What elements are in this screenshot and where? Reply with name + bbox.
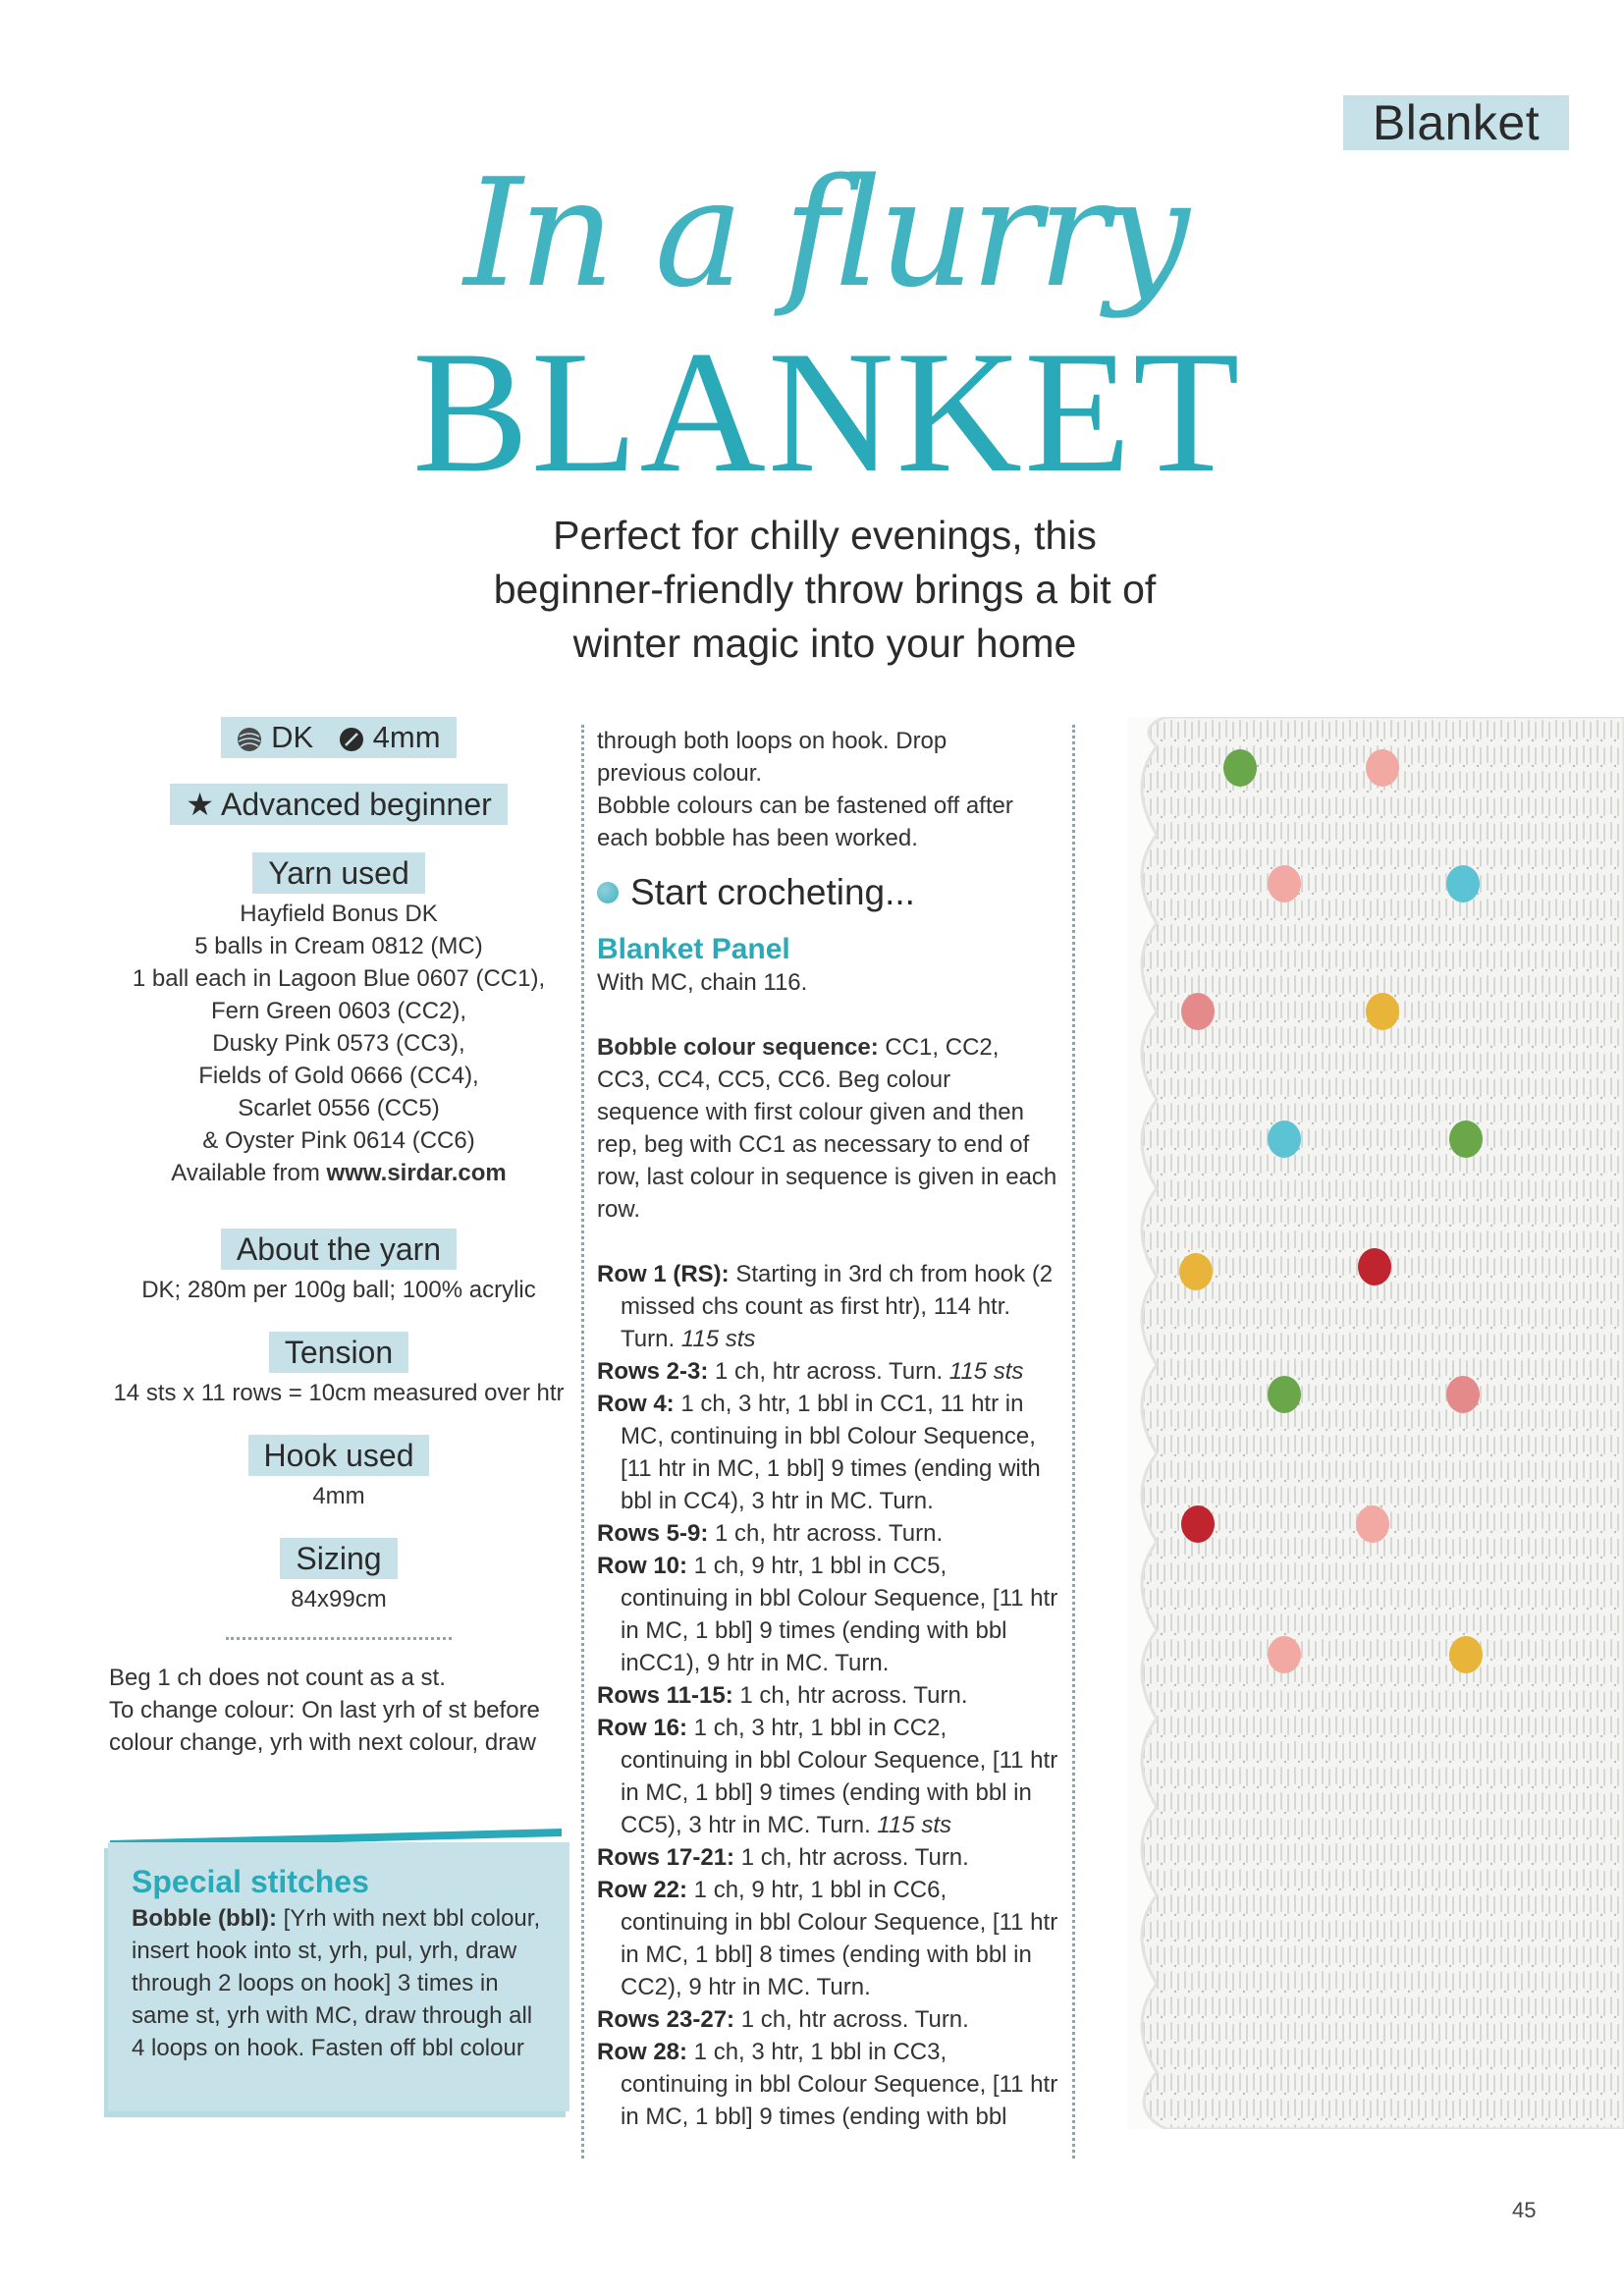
row-text: 1 ch, htr across. Turn.: [734, 2006, 969, 2033]
panel-intro: With MC, chain 116.: [597, 969, 808, 996]
row-text: 1 ch, htr across. Turn.: [732, 1682, 968, 1709]
pattern-row: [597, 1355, 1058, 1388]
info-column: [103, 717, 574, 1759]
hook-used-text: 4mm: [312, 1483, 365, 1509]
pattern-row: [597, 1388, 1058, 1517]
row-label: Row 22:: [597, 1877, 688, 1903]
yarn-used-heading: Yarn used: [252, 852, 425, 894]
row-text: 1 ch, htr across. Turn.: [734, 1844, 969, 1871]
row-label: Row 4:: [597, 1391, 675, 1417]
note-line: Beg 1 ch does not count as a st.: [109, 1665, 446, 1691]
pattern-row: [597, 2036, 1058, 2133]
blanket-photo: [1127, 717, 1624, 2129]
row-label: Row 1 (RS):: [597, 1261, 730, 1287]
about-yarn-text: DK; 280m per 100g ball; 100% acrylic: [141, 1277, 536, 1303]
pattern-row: [597, 1550, 1058, 1679]
bobble-fields-of-gold: [1366, 993, 1399, 1030]
intro-line: previous colour.: [597, 760, 763, 787]
pattern-column: [597, 725, 1058, 2133]
intro-line: each bobble has been worked.: [597, 825, 918, 851]
standfirst-line: winter magic into your home: [572, 621, 1077, 666]
row-text: Starting in 3rd ch from hook (2 missed chs count as first htr), 114 htr. Turn.: [621, 1261, 1054, 1352]
yarn-line: Dusky Pink 0573 (CC3),: [212, 1030, 465, 1057]
bobble-fields-of-gold: [1449, 1636, 1483, 1673]
bobble-oyster-pink: [1356, 1505, 1389, 1543]
bobble-fields-of-gold: [1179, 1253, 1213, 1290]
star-icon: ★: [186, 787, 214, 822]
sequence-text: CC1, CC2, CC3, CC4, CC5, CC6. Beg colour sequence with first colour given and then rep, beg with CC1 as necessary to end of row, last colour in sequence is given in each row.: [597, 1034, 1057, 1223]
row-label: Rows 17-21:: [597, 1844, 735, 1871]
blanket-body: [1142, 717, 1624, 2129]
row-text: 1 ch, 3 htr, 1 bbl in CC3, continuing in bbl Colour Sequence, [11 htr in MC, 1 bbl] 9 times (ending with bbl: [621, 2039, 1058, 2130]
bobble-fern-green: [1449, 1121, 1483, 1158]
yarn-line: 1 ball each in Lagoon Blue 0607 (CC1),: [132, 965, 546, 992]
bobble-oyster-pink: [1366, 749, 1399, 787]
yarn-line: Fern Green 0603 (CC2),: [210, 998, 467, 1024]
row-text: 1 ch, 9 htr, 1 bbl in CC6, continuing in bbl Colour Sequence, [11 htr in MC, 1 bbl] 8 times (ending with bbl in CC2), 9 htr in MC. Turn.: [621, 1877, 1058, 2000]
bobble-lagoon-blue: [1268, 1121, 1301, 1158]
pattern-row: [597, 1712, 1058, 1841]
intro-line: Bobble colours can be fastened off after: [597, 793, 1013, 819]
bobble-label: Bobble (bbl):: [132, 1905, 277, 1932]
bobble-sequence: [597, 1031, 1058, 1226]
row-label: Row 28:: [597, 2039, 688, 2065]
note-line: To change colour: On last yrh of st before: [109, 1697, 540, 1723]
note-line: colour change, yrh with next colour, draw: [109, 1729, 536, 1756]
pattern-row: [597, 1874, 1058, 2003]
standfirst-line: Perfect for chilly evenings, this: [553, 513, 1097, 558]
bobble-lagoon-blue: [1446, 865, 1480, 902]
bobble-fern-green: [1223, 749, 1257, 787]
start-crocheting-heading: [597, 872, 1058, 913]
row-label: Rows 2-3:: [597, 1358, 709, 1385]
page-title: BLANKET: [412, 314, 1242, 509]
standfirst: [412, 509, 1237, 671]
pattern-row: [597, 1258, 1058, 1355]
intro-text: [597, 725, 1058, 854]
pattern-row: [597, 1679, 1058, 1712]
availability: [103, 1157, 574, 1189]
hook-size: 4mm: [372, 720, 441, 754]
tension-text: 14 sts x 11 rows = 10cm measured over htr: [113, 1380, 565, 1406]
page-number: 45: [1512, 2198, 1537, 2222]
pattern-row: [597, 1841, 1058, 1874]
intro-line: through both loops on hook. Drop: [597, 728, 947, 754]
yarn-hook-badge: [221, 717, 456, 758]
column-divider: [581, 725, 584, 2159]
blanket-panel-heading: Blanket Panel: [597, 933, 790, 965]
row-label: Rows 5-9:: [597, 1520, 709, 1547]
bobble-fern-green: [1268, 1376, 1301, 1413]
row-text: 1 ch, 9 htr, 1 bbl in CC5, continuing in bbl Colour Sequence, [11 htr in MC, 1 bbl] 9 times (ending with bbl inCC1), 9 htr in MC. Turn.: [621, 1553, 1058, 1676]
yarn-ball-icon: [237, 727, 262, 752]
level-badge: [170, 784, 508, 825]
yarn-ball-icon: [597, 882, 619, 903]
notes: [103, 1662, 574, 1759]
column-divider: [1072, 725, 1075, 2159]
level-text: Advanced beginner: [221, 787, 492, 822]
sizing-text: 84x99cm: [291, 1586, 387, 1613]
bobble-scarlet: [1358, 1248, 1391, 1285]
bobble-oyster-pink: [1268, 1636, 1301, 1673]
sizing-heading: Sizing: [280, 1538, 397, 1579]
bobble-text: [Yrh with next bbl colour, insert hook into st, yrh, pul, yrh, draw through 2 loops on hook] 3 times in same st, yrh with MC, draw through all 4 loops on hook. Fasten off bbl colour: [132, 1905, 541, 2061]
special-stitches-text: [132, 1902, 546, 2064]
pattern-rows: [597, 1258, 1058, 2133]
tension-heading: Tension: [269, 1332, 408, 1373]
yarn-line: 5 balls in Cream 0812 (MC): [194, 933, 483, 959]
start-heading-text: Start crocheting...: [630, 872, 915, 912]
yarn-weight: DK: [271, 720, 314, 754]
row-text: 1 ch, 3 htr, 1 bbl in CC2, continuing in bbl Colour Sequence, [11 htr in MC, 1 bbl] 9 times (ending with bbl in CC5), 3 htr in MC. Turn.: [621, 1715, 1058, 1838]
bobble-scarlet: [1181, 1505, 1215, 1543]
bobble-oyster-pink: [1268, 865, 1301, 902]
row-label: Row 10:: [597, 1553, 688, 1579]
pattern-row: [597, 1517, 1058, 1550]
yarn-line: & Oyster Pink 0614 (CC6): [202, 1127, 475, 1154]
row-text: 1 ch, htr across. Turn.: [708, 1520, 944, 1547]
yarn-line: Hayfield Bonus DK: [240, 901, 438, 927]
hook-used-heading: Hook used: [248, 1435, 430, 1476]
yarn-line: Fields of Gold 0666 (CC4),: [198, 1063, 479, 1089]
row-stitch-count: 115 sts: [877, 1812, 952, 1838]
bobble-dusky-pink: [1446, 1376, 1480, 1413]
special-stitches-heading: Special stitches: [132, 1864, 369, 1899]
available-prefix: Available from: [171, 1160, 327, 1186]
row-stitch-count: 115 sts: [948, 1358, 1024, 1385]
yarn-used-list: [103, 898, 574, 1189]
row-text: 1 ch, htr across. Turn.: [708, 1358, 949, 1385]
row-label: Rows 11-15:: [597, 1682, 733, 1709]
row-stitch-count: 115 sts: [680, 1326, 756, 1352]
about-yarn-heading: About the yarn: [221, 1229, 457, 1270]
pattern-row: [597, 2003, 1058, 2036]
standfirst-line: beginner-friendly throw brings a bit of: [493, 567, 1157, 612]
special-stitches-box: [108, 1842, 569, 2111]
sequence-label: Bobble colour sequence:: [597, 1034, 879, 1061]
yarn-line: Scarlet 0556 (CC5): [238, 1095, 440, 1121]
row-text: 1 ch, 3 htr, 1 bbl in CC1, 11 htr in MC, continuing in bbl Colour Sequence, [11 htr in MC, 1 bbl] 9 times (ending with bbl in CC4), 3 htr in MC. Turn.: [621, 1391, 1041, 1514]
bobble-dusky-pink: [1181, 993, 1215, 1030]
row-label: Rows 23-27:: [597, 2006, 735, 2033]
title-script: In a flurry: [463, 146, 1186, 320]
row-label: Row 16:: [597, 1715, 688, 1741]
hook-icon: [339, 727, 364, 752]
supplier-link[interactable]: www.sirdar.com: [326, 1160, 507, 1186]
section-tag: Blanket: [1343, 95, 1569, 150]
